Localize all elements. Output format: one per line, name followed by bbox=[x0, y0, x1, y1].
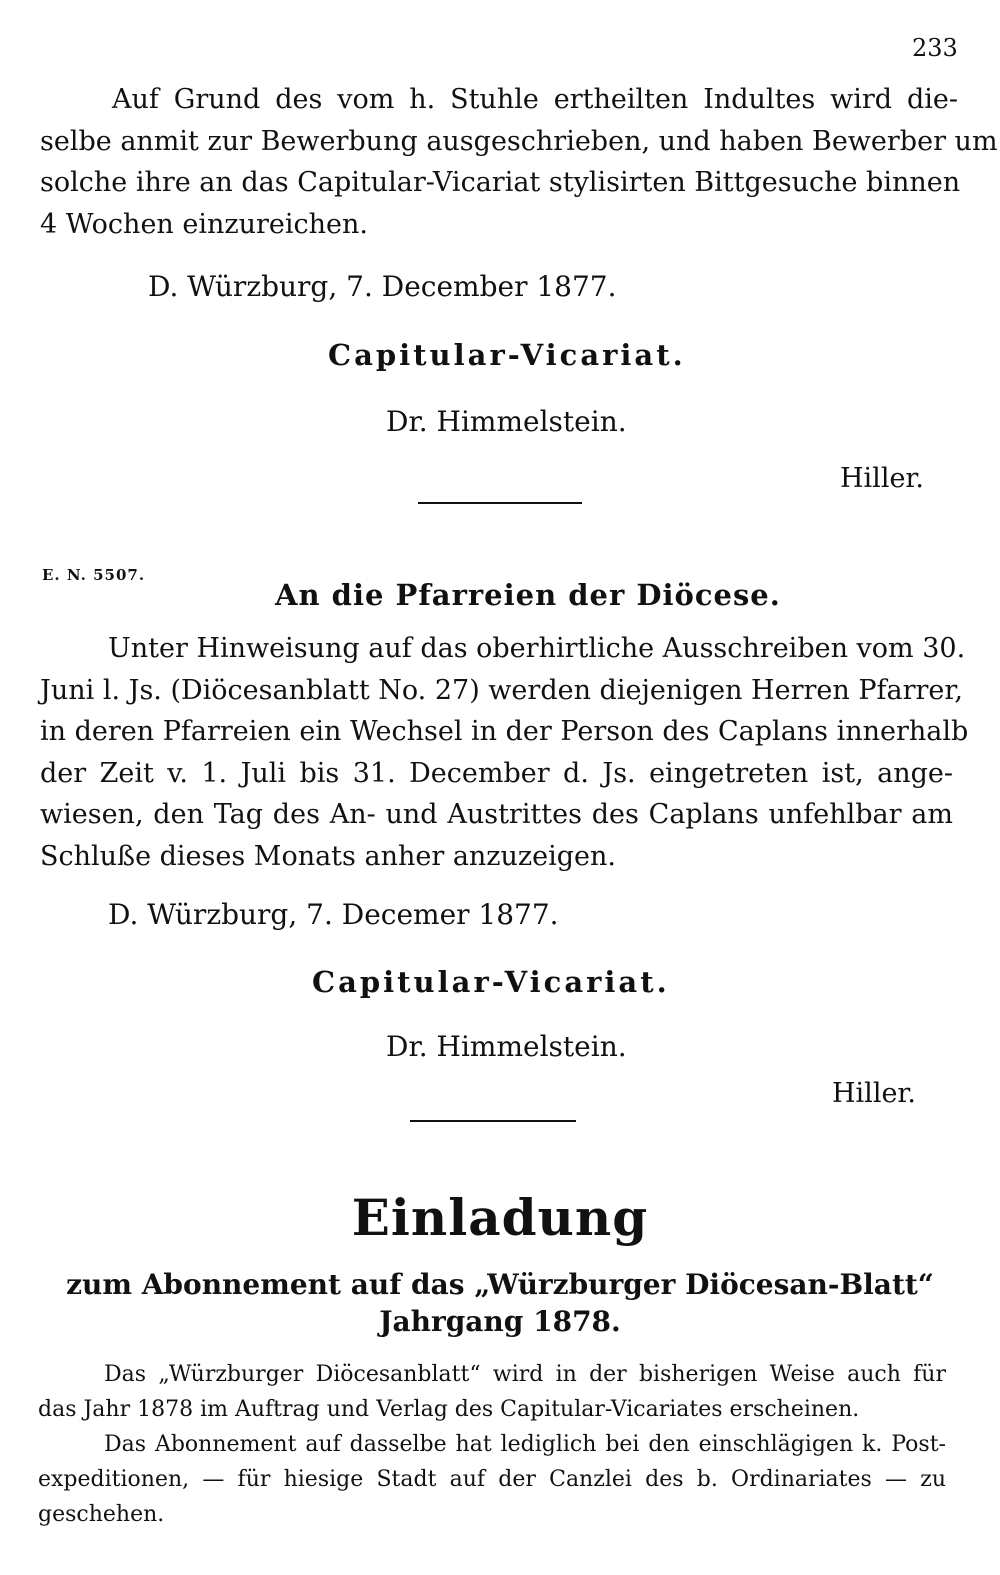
paragraph-line: Schluße dieses Monats anher anzuzeigen. bbox=[40, 840, 616, 872]
section2-heading: An die Pfarreien der Diöcese. bbox=[275, 578, 781, 612]
section1-paragraph bbox=[40, 84, 998, 250]
invitation-paragraph bbox=[38, 1362, 946, 1537]
divider bbox=[418, 502, 582, 504]
paragraph-line: Juni l. Js. (Diöcesanblatt No. 27) werden diejenigen Herren Pfarrer, bbox=[40, 674, 963, 706]
invitation-subtitle: zum Abonnement auf das „Würzburger Diöcesan-Blatt“ bbox=[66, 1268, 934, 1301]
section1-countersign: Hiller. bbox=[840, 463, 924, 494]
paragraph-line: der Zeit v. 1. Juli bis 31. December d. Js. eingetreten ist, ange- bbox=[40, 757, 953, 789]
section2-paragraph bbox=[40, 633, 969, 882]
paragraph-line: selbe anmit zur Bewerbung ausgeschrieben, und haben Bewerber um bbox=[40, 125, 998, 157]
section2-office: Capitular-Vicariat. bbox=[312, 965, 670, 999]
section2-signer: Dr. Himmelstein. bbox=[386, 1030, 627, 1063]
paragraph-line: Auf Grund des vom h. Stuhle ertheilten Indultes wird die- bbox=[112, 84, 958, 115]
invitation-subtitle-year: Jahrgang 1878. bbox=[379, 1305, 621, 1338]
reference-number: E. N. 5507. bbox=[42, 566, 146, 584]
invitation-title: Einladung bbox=[351, 1188, 649, 1247]
paragraph-line: wiesen, den Tag des An- und Austrittes des Caplans unfehlbar am bbox=[40, 799, 953, 830]
paragraph-line: geschehen. bbox=[38, 1502, 165, 1527]
section1-office: Capitular-Vicariat. bbox=[328, 338, 686, 372]
paragraph-line: das Jahr 1878 im Auftrag und Verlag des Capitular-Vicariates erscheinen. bbox=[38, 1397, 860, 1422]
section2-countersign: Hiller. bbox=[832, 1078, 916, 1109]
section1-signer: Dr. Himmelstein. bbox=[386, 405, 627, 438]
page-number: 233 bbox=[912, 34, 958, 62]
paragraph-line: Das „Würzburger Diöcesanblatt“ wird in der bisherigen Weise auch für bbox=[104, 1362, 946, 1387]
paragraph-line: Das Abonnement auf dasselbe hat lediglich bei den einschlägigen k. Post- bbox=[104, 1432, 946, 1457]
section2-date: D. Würzburg, 7. Decemer 1877. bbox=[108, 898, 559, 931]
section1-date: D. Würzburg, 7. December 1877. bbox=[148, 270, 617, 303]
paragraph-line: solche ihre an das Capitular-Vicariat stylisirten Bittgesuche binnen bbox=[40, 167, 961, 198]
divider bbox=[410, 1120, 576, 1122]
paragraph-line: 4 Wochen einzureichen. bbox=[40, 208, 368, 240]
paragraph-line: in deren Pfarreien ein Wechsel in der Person des Caplans innerhalb bbox=[40, 716, 969, 747]
paragraph-line: expeditionen, — für hiesige Stadt auf der Canzlei des b. Ordinariates — zu bbox=[38, 1467, 946, 1492]
paragraph-line: Unter Hinweisung auf das oberhirtliche Ausschreiben vom 30. bbox=[108, 633, 966, 664]
